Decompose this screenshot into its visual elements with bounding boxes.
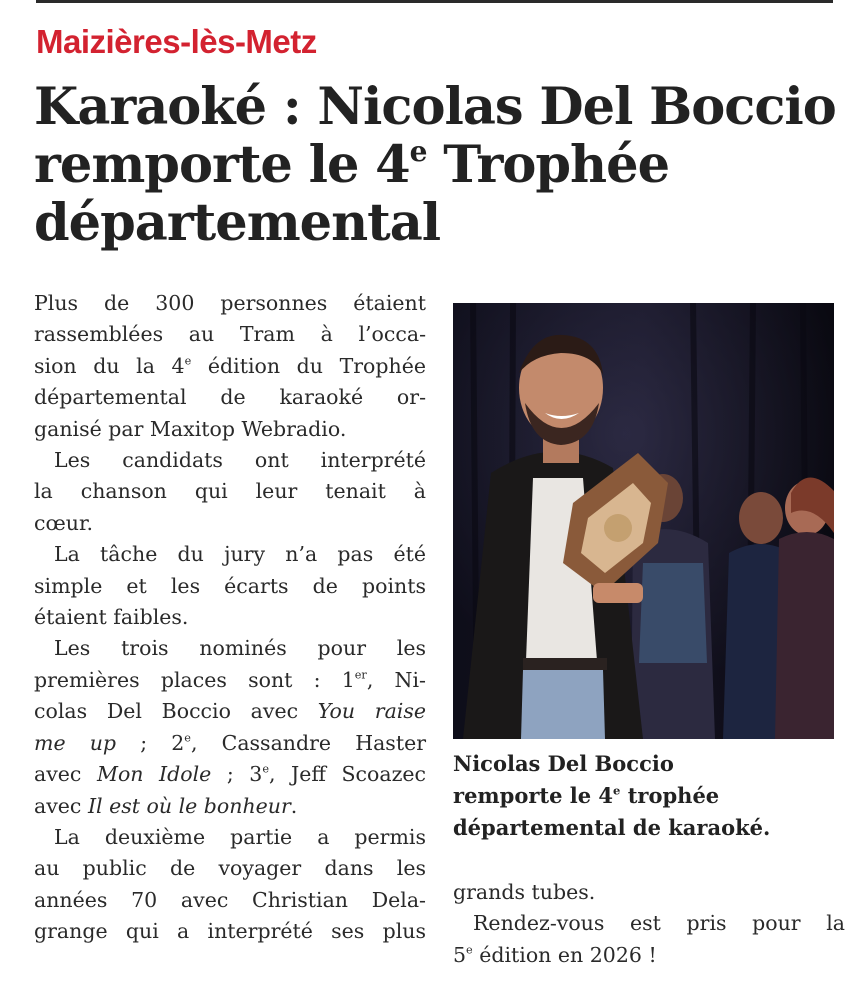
paragraph-4: Les trois nominés pour les premières places sont : 1er, Ni- colas Del Boccio avec You raise me up ; 2e, Cassandre Haster avec Mon Idole ; 3e, Jeff Scoazec avec Il est où le bonheur. [34, 636, 427, 818]
paragraph-6-line-2: 5e édition en 2026 ! [453, 942, 657, 967]
article-body-left [34, 288, 426, 948]
headline-line-1: Karaoké : Nicolas Del Boccio [34, 77, 836, 137]
paragraph-6-line-1: Rendez-vous est pris pour la [473, 911, 845, 936]
paragraph-5: La deuxième partie a permis au public de voyager dans les années 70 avec Christian Dela- grange qui a interprété ses plus [34, 824, 426, 944]
headline [34, 78, 834, 252]
paragraph-5-end: grands tubes. [453, 880, 596, 904]
article-photo [453, 303, 834, 739]
headline-line-3: départemental [34, 193, 441, 253]
paragraph-2: Les candidats ont interprété la chanson qui leur tenait à cœur. [34, 448, 426, 535]
section-kicker: Maizières-lès-Metz [36, 23, 317, 60]
paragraph-3: La tâche du jury n’a pas été simple et les écarts de points étaient faibles. [34, 542, 426, 630]
headline-line-2: remporte le 4e Trophée [34, 134, 670, 195]
top-rule [36, 0, 833, 3]
paragraph-1: Plus de 300 personnes étaient rassemblées au Tram à l’occa- sion du la 4e édition du Trophée départemental de karaoké or- ganisé par Maxitop Webradio. [34, 291, 426, 441]
photo-caption: Nicolas Del Boccio remporte le 4e trophée départemental de karaoké. [453, 751, 771, 840]
article-body-right [453, 877, 845, 971]
